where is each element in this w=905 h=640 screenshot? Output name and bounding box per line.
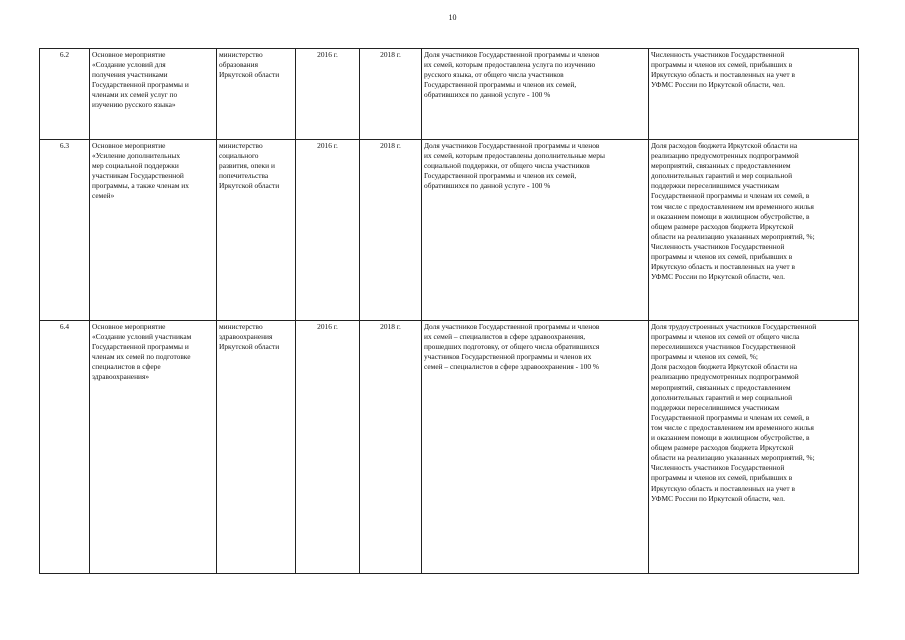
indicator-line: том числе с предоставлением им временного жилья: [651, 422, 814, 432]
indicators-cell: [649, 140, 859, 321]
indicator-line: УФМС России по Иркутской области, чел.: [651, 493, 785, 503]
indicator-line: программы и членов их семей, прибывших в: [651, 60, 793, 70]
executor-line: социального: [219, 151, 259, 161]
row-number: 6.2: [40, 49, 90, 140]
event-line: Основное мероприятие: [92, 50, 166, 59]
indicator-line: поддержки переселившимся участникам: [651, 402, 780, 412]
indicator-line: Государственной программы и членам их семей, в: [651, 191, 810, 201]
indicators-cell: [649, 321, 859, 574]
result-cell: [422, 49, 649, 140]
event-line: мер социальной поддержки: [92, 161, 179, 171]
indicator-line: Численность участников Государственной: [651, 463, 785, 473]
result-line: обратившихся по данной услуге - 100 %: [424, 181, 551, 191]
event-cell: [90, 321, 217, 574]
executor-line: министерство: [219, 322, 263, 331]
page-number: 10: [448, 13, 457, 22]
result-line: участников Государственной программы и членов их: [424, 352, 592, 362]
event-line: Основное мероприятие: [92, 322, 166, 331]
event-line: членами их семей услуг по: [92, 90, 178, 100]
indicator-line: и оказанием помощи в жилищном обустройстве, в: [651, 433, 810, 443]
indicator-line: программы и членов их семей, прибывших в: [651, 473, 793, 483]
indicator-line: УФМС России по Иркутской области, чел.: [651, 272, 785, 282]
executor-line: образования: [219, 60, 258, 70]
table-row: [40, 140, 859, 321]
indicator-line: мероприятий, связанных с предоставлением: [651, 161, 791, 171]
result-line: семей – специалистов в сфере здравоохранения - 100 %: [424, 362, 600, 372]
event-cell: [90, 49, 217, 140]
end-year: 2018 г.: [360, 321, 422, 574]
indicator-line: Государственной программы и членам их семей, в: [651, 412, 810, 422]
result-line: их семей, которым предоставлены дополнительные меры: [424, 151, 605, 161]
executor-line: министерство: [219, 50, 263, 59]
event-line: «Создание условий участникам: [92, 332, 192, 342]
executor-line: попечительства: [219, 171, 269, 181]
event-line: получения участниками: [92, 70, 168, 80]
indicator-line: области на реализацию указанных мероприятий, %;: [651, 453, 815, 463]
result-line: русского языка, от общего числа участников: [424, 70, 564, 80]
executor-line: Иркутской области: [219, 181, 280, 191]
result-line: Доля участников Государственной программы и членов: [424, 322, 600, 331]
event-line: специалистов в сфере: [92, 362, 161, 372]
program-table: [39, 48, 859, 574]
end-year: 2018 г.: [360, 140, 422, 321]
executor-line: Иркутской области: [219, 70, 280, 80]
indicator-line: реализацию предусмотренных подпрограммой: [651, 151, 799, 161]
event-line: «Усиление дополнительных: [92, 151, 181, 161]
event-line: «Создание условий для: [92, 60, 166, 70]
result-line: Доля участников Государственной программы и членов: [424, 50, 600, 59]
indicator-line: Численность участников Государственной: [651, 241, 785, 251]
event-line: изучению русского языка»: [92, 100, 176, 110]
indicator-line: реализацию предусмотренных подпрограммой: [651, 372, 799, 382]
result-line: их семей – специалистов в сфере здравоохранения,: [424, 332, 586, 342]
table-row: [40, 49, 859, 140]
indicator-line: дополнительных гарантий и мер социальной: [651, 171, 793, 181]
event-line: членам их семей по подготовке: [92, 352, 191, 362]
event-line: Государственной программы и: [92, 80, 189, 90]
executor-cell: [217, 321, 296, 574]
event-line: программы, а также членам их: [92, 181, 189, 191]
indicator-line: общем размере расходов бюджета Иркутской: [651, 443, 794, 453]
executor-line: развития, опеки и: [219, 161, 275, 171]
indicator-line: Численность участников Государственной: [651, 50, 785, 59]
row-number: 6.4: [40, 321, 90, 574]
indicator-line: программы и членов их семей, %;: [651, 352, 758, 362]
event-line: здравоохранения»: [92, 372, 150, 382]
indicator-line: и оказанием помощи в жилищном обустройстве, в: [651, 211, 810, 221]
executor-line: министерство: [219, 141, 263, 150]
result-line: Государственной программы и членов их семей,: [424, 80, 577, 90]
indicator-line: УФМС России по Иркутской области, чел.: [651, 80, 785, 90]
executor-cell: [217, 140, 296, 321]
row-number: 6.3: [40, 140, 90, 321]
indicator-line: общем размере расходов бюджета Иркутской: [651, 221, 794, 231]
start-year: 2016 г.: [296, 321, 360, 574]
indicator-line: программы и членов их семей, прибывших в: [651, 252, 793, 262]
indicator-line: мероприятий, связанных с предоставлением: [651, 382, 791, 392]
event-line: участникам Государственной: [92, 171, 184, 181]
indicator-line: Доля трудоустроенных участников Государственной: [651, 322, 817, 331]
result-cell: [422, 321, 649, 574]
event-line: семей»: [92, 191, 115, 201]
executor-line: Иркутской области: [219, 342, 280, 352]
result-line: Доля участников Государственной программы и членов: [424, 141, 600, 150]
executor-cell: [217, 49, 296, 140]
result-line: социальной поддержки, от общего числа участников: [424, 161, 590, 171]
end-year: 2018 г.: [360, 49, 422, 140]
indicator-line: Доля расходов бюджета Иркутской области на: [651, 362, 798, 372]
indicator-line: области на реализацию указанных мероприятий, %;: [651, 231, 815, 241]
indicator-line: поддержки переселившимся участникам: [651, 181, 780, 191]
event-line: Основное мероприятие: [92, 141, 166, 150]
indicator-line: Иркутскую область и поставленных на учет в: [651, 262, 795, 272]
start-year: 2016 г.: [296, 49, 360, 140]
indicator-line: переселившихся участников Государственной: [651, 342, 796, 352]
result-line: обратившихся по данной услуге - 100 %: [424, 90, 551, 100]
table-row: [40, 321, 859, 574]
indicator-line: дополнительных гарантий и мер социальной: [651, 392, 793, 402]
indicator-line: Иркутскую область и поставленных на учет в: [651, 483, 795, 493]
start-year: 2016 г.: [296, 140, 360, 321]
executor-line: здравоохранения: [219, 332, 273, 342]
result-line: Государственной программы и членов их семей,: [424, 171, 577, 181]
indicators-cell: [649, 49, 859, 140]
result-line: прошедших подготовку, от общего числа обратившихся: [424, 342, 600, 352]
indicator-line: том числе с предоставлением им временного жилья: [651, 201, 814, 211]
indicator-line: Доля расходов бюджета Иркутской области на: [651, 141, 798, 150]
indicator-line: программы и членов их семей от общего числа: [651, 332, 800, 342]
result-cell: [422, 140, 649, 321]
indicator-line: Иркутскую область и поставленных на учет в: [651, 70, 795, 80]
result-line: их семей, которым предоставлена услуга по изучению: [424, 60, 596, 70]
event-cell: [90, 140, 217, 321]
event-line: Государственной программы и: [92, 342, 189, 352]
